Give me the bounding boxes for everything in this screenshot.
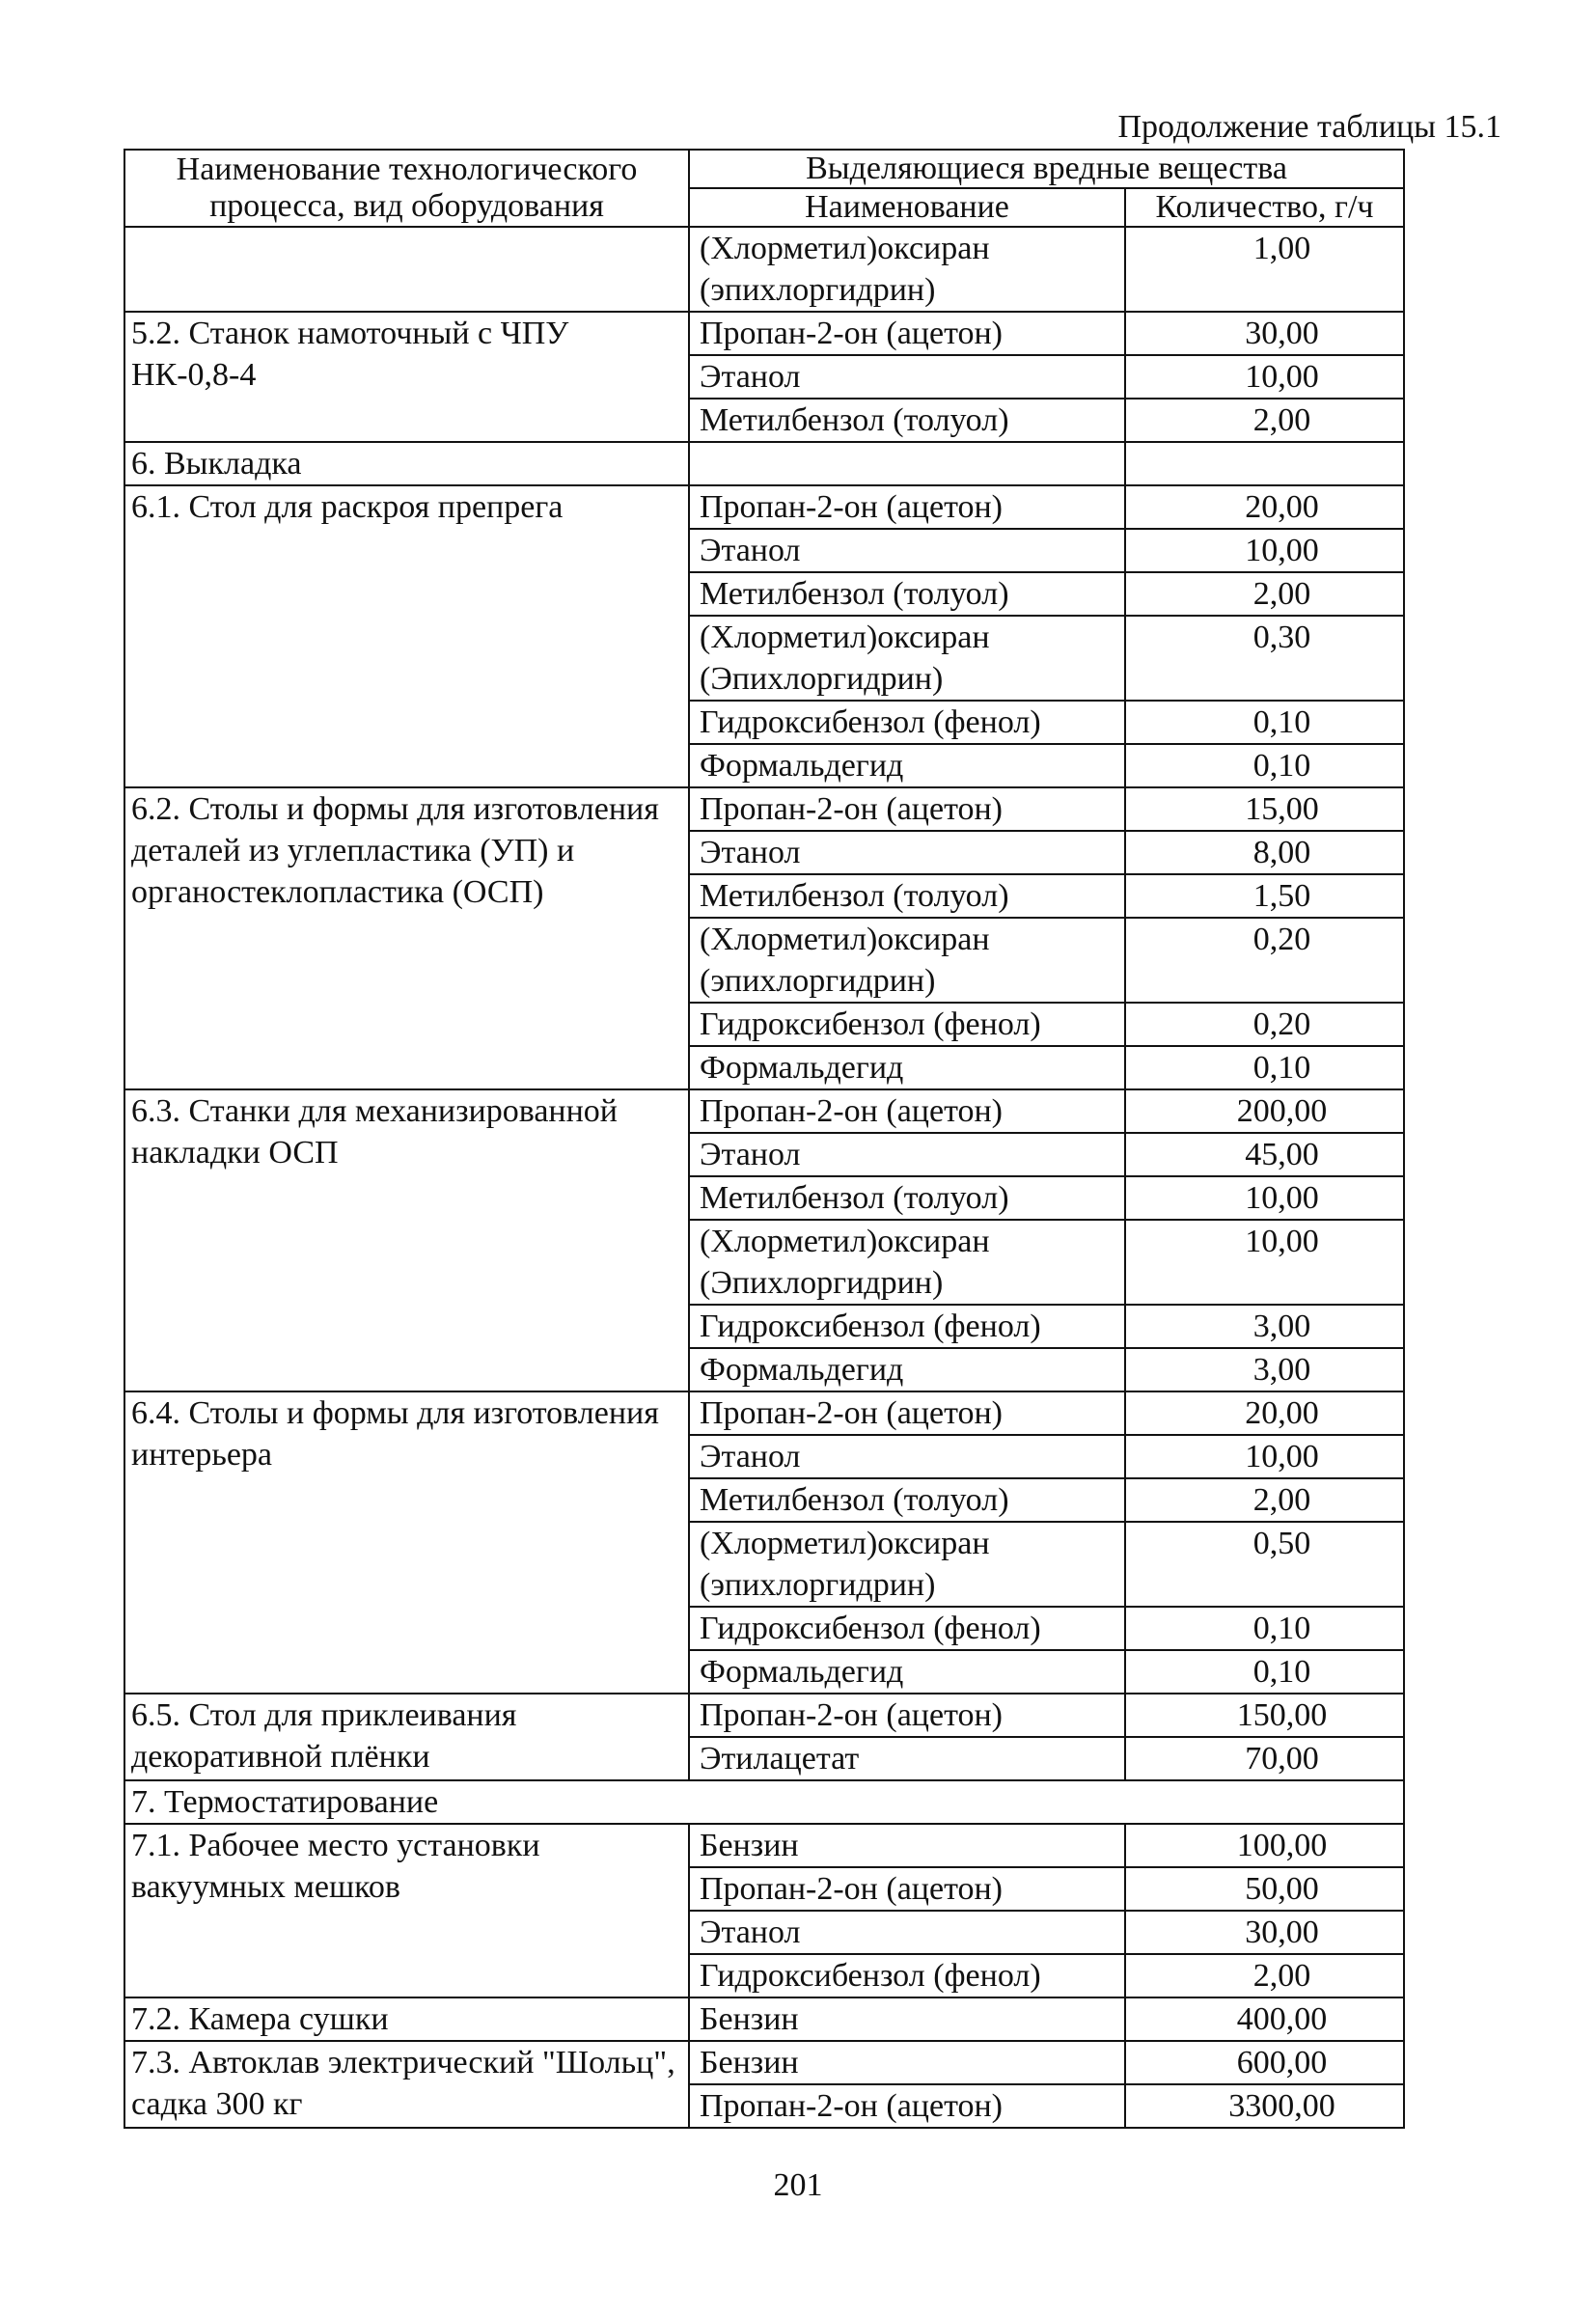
quantity-cell: 1,00 (1125, 227, 1404, 312)
quantity-cell: 400,00 (1125, 1997, 1404, 2041)
substance-name-cell: (Хлорметил)оксиран (эпихлоргидрин) (689, 227, 1125, 312)
quantity-cell (1125, 442, 1404, 485)
substance-name-cell: Формальдегид (689, 1348, 1125, 1391)
section-heading-cell: 7. Термостатирование (124, 1780, 1404, 1824)
substance-name-cell: Пропан-2-он (ацетон) (689, 1089, 1125, 1133)
substance-name-column-header: Наименование (689, 188, 1125, 227)
quantity-cell: 10,00 (1125, 1435, 1404, 1478)
substance-name-cell: Гидроксибензол (фенол) (689, 701, 1125, 744)
substance-name-cell: Метилбензол (толуол) (689, 874, 1125, 918)
quantity-cell: 100,00 (1125, 1824, 1404, 1867)
substance-name-cell: Формальдегид (689, 1650, 1125, 1694)
table-row (124, 227, 1404, 312)
quantity-cell: 0,20 (1125, 1003, 1404, 1046)
substance-name-cell: Формальдегид (689, 744, 1125, 787)
table-row (124, 1089, 1404, 1133)
quantity-cell: 2,00 (1125, 1478, 1404, 1522)
substance-name-cell: Формальдегид (689, 1046, 1125, 1089)
quantity-cell: 30,00 (1125, 312, 1404, 355)
quantity-cell: 3,00 (1125, 1305, 1404, 1348)
substance-name-cell: Этанол (689, 1133, 1125, 1176)
substance-name-cell: Этанол (689, 831, 1125, 874)
table-row (124, 2041, 1404, 2084)
substance-name-cell: Этанол (689, 1435, 1125, 1478)
quantity-cell: 70,00 (1125, 1737, 1404, 1780)
process-cell: 6.5. Стол для приклеивания декоративной плёнки (124, 1694, 689, 1780)
quantity-cell: 8,00 (1125, 831, 1404, 874)
table-row (124, 1997, 1404, 2041)
substance-name-cell: Гидроксибензол (фенол) (689, 1305, 1125, 1348)
quantity-cell: 0,10 (1125, 744, 1404, 787)
quantity-cell: 0,10 (1125, 1650, 1404, 1694)
quantity-cell: 15,00 (1125, 787, 1404, 831)
quantity-cell: 10,00 (1125, 1220, 1404, 1305)
table-row (124, 1391, 1404, 1435)
substance-name-cell: Этанол (689, 529, 1125, 572)
quantity-cell: 0,10 (1125, 701, 1404, 744)
quantity-cell: 10,00 (1125, 355, 1404, 399)
table-row (124, 312, 1404, 355)
substance-name-cell: Гидроксибензол (фенол) (689, 1003, 1125, 1046)
table-row (124, 485, 1404, 529)
quantity-cell: 45,00 (1125, 1133, 1404, 1176)
substance-name-cell: (Хлорметил)оксиран (Эпихлоргидрин) (689, 616, 1125, 701)
quantity-cell: 3,00 (1125, 1348, 1404, 1391)
substance-name-cell: Пропан-2-он (ацетон) (689, 312, 1125, 355)
table-row (124, 1824, 1404, 1867)
table-continuation-caption: Продолжение таблицы 15.1 (1117, 109, 1501, 145)
quantity-column-header: Количество, г/ч (1125, 188, 1404, 227)
quantity-cell: 20,00 (1125, 485, 1404, 529)
substance-name-cell: Этанол (689, 355, 1125, 399)
process-cell: 7.2. Камера сушки (124, 1997, 689, 2041)
substance-name-cell: Метилбензол (толуол) (689, 399, 1125, 442)
quantity-cell: 30,00 (1125, 1911, 1404, 1954)
substance-name-cell: Бензин (689, 2041, 1125, 2084)
table-row (124, 787, 1404, 831)
substance-name-cell (689, 442, 1125, 485)
quantity-cell: 150,00 (1125, 1694, 1404, 1737)
quantity-cell: 2,00 (1125, 572, 1404, 616)
quantity-cell: 0,50 (1125, 1522, 1404, 1607)
quantity-cell: 200,00 (1125, 1089, 1404, 1133)
page-number: 201 (773, 2167, 823, 2203)
table-body (124, 227, 1404, 2128)
process-cell: 6.2. Столы и формы для изготовления деталей из углепластика (УП) и органостеклопластика (ОСП) (124, 787, 689, 1089)
substance-name-cell: Метилбензол (толуол) (689, 1176, 1125, 1220)
quantity-cell: 0,10 (1125, 1046, 1404, 1089)
substance-name-cell: Пропан-2-он (ацетон) (689, 1391, 1125, 1435)
table-row (124, 442, 1404, 485)
substance-name-cell: Пропан-2-он (ацетон) (689, 2084, 1125, 2128)
quantity-cell: 600,00 (1125, 2041, 1404, 2084)
quantity-cell: 20,00 (1125, 1391, 1404, 1435)
substance-name-cell: Метилбензол (толуол) (689, 572, 1125, 616)
substance-name-cell: Этилацетат (689, 1737, 1125, 1780)
table-header (124, 150, 1404, 227)
quantity-cell: 2,00 (1125, 1954, 1404, 1997)
process-cell: 5.2. Станок намоточный с ЧПУ НК-0,8-4 (124, 312, 689, 442)
process-cell: 6.1. Стол для раскроя препрега (124, 485, 689, 787)
substance-name-cell: Пропан-2-он (ацетон) (689, 1694, 1125, 1737)
substance-name-cell: (Хлорметил)оксиран (эпихлоргидрин) (689, 918, 1125, 1003)
quantity-cell: 10,00 (1125, 529, 1404, 572)
substance-name-cell: Гидроксибензол (фенол) (689, 1607, 1125, 1650)
quantity-cell: 10,00 (1125, 1176, 1404, 1220)
substances-column-header: Выделяющиеся вредные вещества (689, 150, 1404, 188)
table-row (124, 1694, 1404, 1737)
quantity-cell: 3300,00 (1125, 2084, 1404, 2128)
substance-name-cell: Пропан-2-он (ацетон) (689, 485, 1125, 529)
substance-name-cell: Бензин (689, 1824, 1125, 1867)
substance-name-cell: Этанол (689, 1911, 1125, 1954)
process-cell: 6.3. Станки для механизированной накладки ОСП (124, 1089, 689, 1391)
quantity-cell: 0,30 (1125, 616, 1404, 701)
table-row (124, 1780, 1404, 1824)
substance-name-cell: Пропан-2-он (ацетон) (689, 787, 1125, 831)
process-cell: 6. Выкладка (124, 442, 689, 485)
substance-name-cell: Гидроксибензол (фенол) (689, 1954, 1125, 1997)
quantity-cell: 0,10 (1125, 1607, 1404, 1650)
substance-name-cell: Бензин (689, 1997, 1125, 2041)
process-cell (124, 227, 689, 312)
process-column-header: Наименование технологического процесса, вид оборудования (124, 150, 689, 227)
quantity-cell: 50,00 (1125, 1867, 1404, 1911)
substance-name-cell: (Хлорметил)оксиран (эпихлоргидрин) (689, 1522, 1125, 1607)
substance-name-cell: Метилбензол (толуол) (689, 1478, 1125, 1522)
process-cell: 7.1. Рабочее место установки вакуумных мешков (124, 1824, 689, 1997)
quantity-cell: 2,00 (1125, 399, 1404, 442)
process-cell: 6.4. Столы и формы для изготовления интерьера (124, 1391, 689, 1694)
quantity-cell: 0,20 (1125, 918, 1404, 1003)
quantity-cell: 1,50 (1125, 874, 1404, 918)
substance-name-cell: (Хлорметил)оксиран (Эпихлоргидрин) (689, 1220, 1125, 1305)
emissions-table (124, 149, 1405, 2129)
substance-name-cell: Пропан-2-он (ацетон) (689, 1867, 1125, 1911)
process-cell: 7.3. Автоклав электрический "Шольц", садка 300 кг (124, 2041, 689, 2128)
